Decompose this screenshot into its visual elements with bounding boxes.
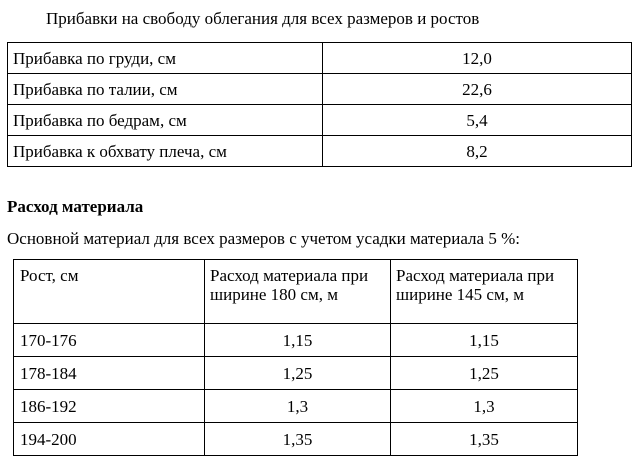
- height-cell: 170-176: [14, 324, 205, 357]
- consumption-145-cell: 1,3: [391, 390, 578, 423]
- table-row: [14, 423, 578, 456]
- allowance-value: 8,2: [323, 136, 632, 167]
- consumption-180-cell: 1,35: [205, 423, 391, 456]
- allowance-value: 12,0: [323, 43, 632, 74]
- table-header-row: [14, 260, 578, 324]
- allowance-label: Прибавка по талии, см: [8, 74, 323, 105]
- table-row: [14, 357, 578, 390]
- allowances-caption: Прибавки на свободу облегания для всех размеров и ростов: [46, 9, 480, 28]
- consumption-table: [13, 259, 578, 456]
- table-row: [8, 43, 632, 74]
- table-row: [14, 324, 578, 357]
- consumption-180-cell: 1,15: [205, 324, 391, 357]
- allowance-label: Прибавка по бедрам, см: [8, 105, 323, 136]
- column-header: Рост, см: [14, 260, 205, 324]
- height-cell: 186-192: [14, 390, 205, 423]
- allowance-value: 5,4: [323, 105, 632, 136]
- table-row: [14, 390, 578, 423]
- column-header: Расход материала при ширине 145 см, м: [391, 260, 578, 324]
- height-cell: 178-184: [14, 357, 205, 390]
- column-header: Расход материала при ширине 180 см, м: [205, 260, 391, 324]
- consumption-180-cell: 1,3: [205, 390, 391, 423]
- table-row: [8, 105, 632, 136]
- table-row: [8, 74, 632, 105]
- allowances-table: [7, 42, 632, 167]
- allowance-value: 22,6: [323, 74, 632, 105]
- section-heading: Расход материала: [7, 197, 144, 216]
- allowance-label: Прибавка по груди, см: [8, 43, 323, 74]
- allowance-label: Прибавка к обхвату плеча, см: [8, 136, 323, 167]
- consumption-145-cell: 1,25: [391, 357, 578, 390]
- consumption-145-cell: 1,35: [391, 423, 578, 456]
- height-cell: 194-200: [14, 423, 205, 456]
- section-text: Основной материал для всех размеров с учетом усадки материала 5 %:: [7, 229, 520, 248]
- consumption-145-cell: 1,15: [391, 324, 578, 357]
- consumption-180-cell: 1,25: [205, 357, 391, 390]
- table-row: [8, 136, 632, 167]
